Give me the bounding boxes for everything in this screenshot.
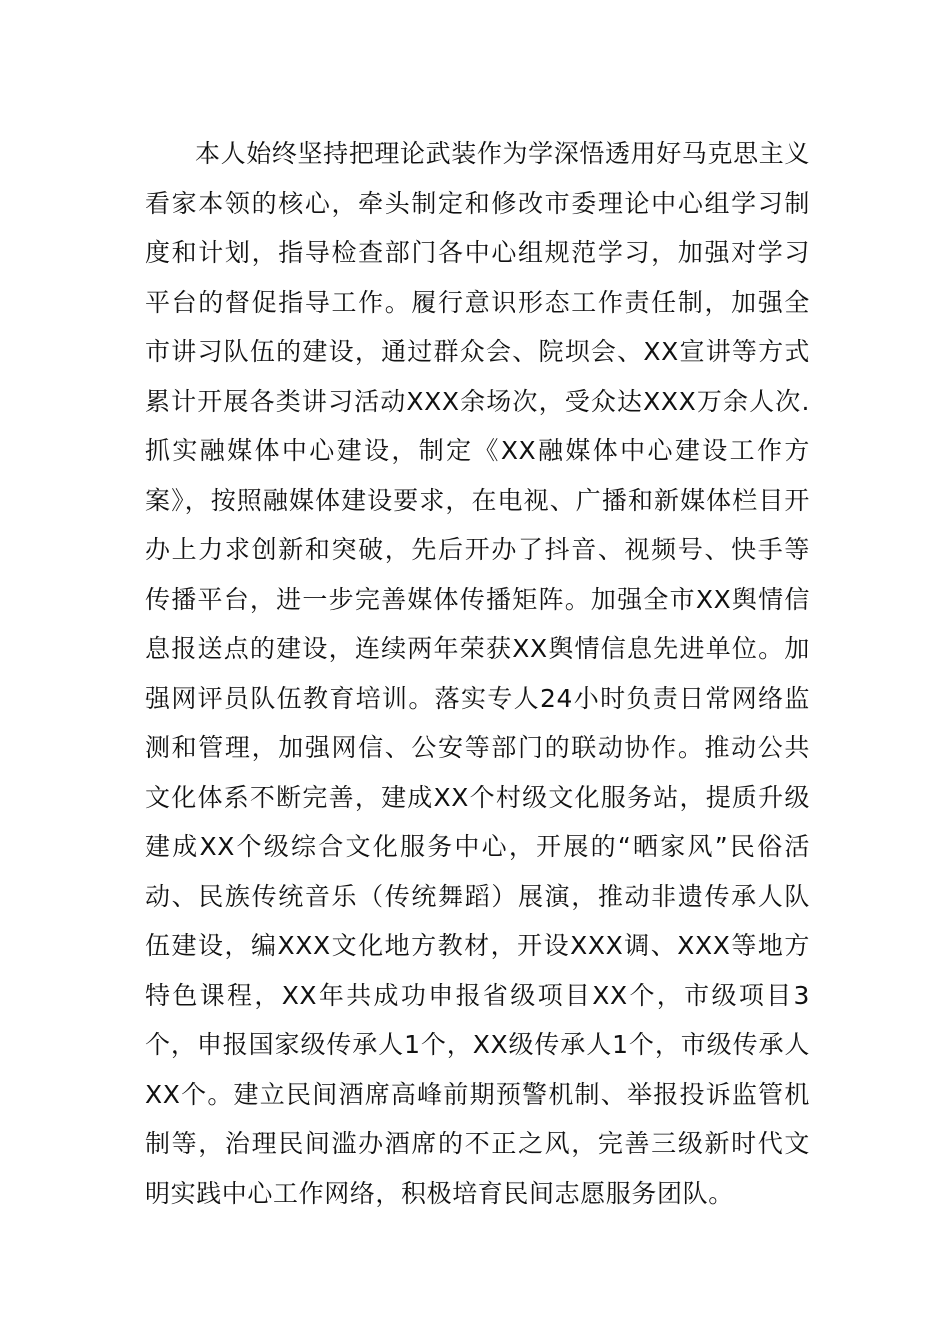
body-paragraph: 本人始终坚持把理论武装作为学深悟透用好马克思主义看家本领的核心，牵头制定和修改市委理论中心组学习制度和计划，指导检查部门各中心组规范学习，加强对学习平台的督促指导工作。履行意识形态工作责任制，加强全市讲习队伍的建设，通过群众会、院坝会、XX宣讲等方式累计开展各类讲习活动XXX余场次，受众达XXX万余人次.抓实融媒体中心建设，制定《XX融媒体中心建设工作方案》，按照融媒体建设要求，在电视、广播和新媒体栏目开办上力求创新和突破，先后开办了抖音、视频号、快手等传播平台，进一步完善媒体传播矩阵。加强全市XX舆情信息报送点的建设，连续两年荣获XX舆情信息先进单位。加强网评员队伍教育培训。落实专人24小时负责日常网络监测和管理，加强网信、公安等部门的联动协作。推动公共文化体系不断完善，建成XX个村级文化服务站，提质升级建成XX个级综合文化服务中心，开展的“晒家风”民俗活动、民族传统音乐（传统舞蹈）展演，推动非遗传承人队伍建设，编XXX文化地方教材，开设XXX调、XXX等地方特色课程，XX年共成功申报省级项目XX个，市级项目3个，申报国家级传承人1个，XX级传承人1个，市级传承人XX个。建立民间酒席高峰前期预警机制、举报投诉监管机制等，治理民间滥办酒席的不正之风，完善三级新时代文明实践中心工作网络，积极培育民间志愿服务团队。 xyxy=(145,139,810,1208)
